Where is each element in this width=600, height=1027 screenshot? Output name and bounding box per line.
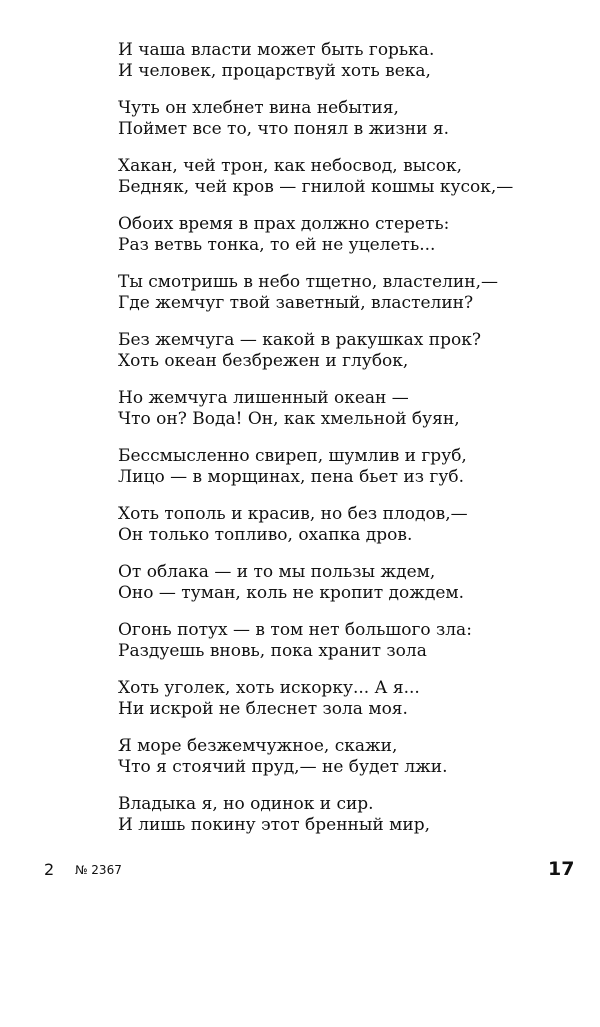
order-number: № 2367: [75, 863, 122, 877]
poem-line: Владыка я, но одинок и сир.: [118, 794, 374, 814]
stanza: [118, 98, 558, 156]
poem-line: Что я стоячий пруд,— не будет лжи.: [118, 757, 448, 777]
page-footer: [0, 860, 600, 884]
poem-line: Где жемчуг твой заветный, властелин?: [118, 293, 474, 313]
page-number: 17: [548, 858, 575, 880]
poem-line: Чуть он хлебнет вина небытия,: [118, 98, 399, 118]
stanza: [118, 794, 558, 852]
poem-line: Бедняк, чей кров — гнилой кошмы кусок,—: [118, 177, 514, 197]
stanza: [118, 678, 558, 736]
stanza: [118, 562, 558, 620]
signature-number: 2: [44, 860, 55, 879]
poem-line: Обоих время в прах должно стереть:: [118, 214, 450, 234]
poem-line: И человек, процарствуй хоть века,: [118, 61, 431, 81]
stanza: [118, 40, 558, 98]
poem-line: Раз ветвь тонка, то ей не уцелеть...: [118, 235, 436, 255]
poem-line: Лицо — в морщинах, пена бьет из губ.: [118, 467, 464, 487]
poem-line: Раздуешь вновь, пока хранит зола: [118, 641, 427, 661]
poem-line: Хакан, чей трон, как небосвод, высок,: [118, 156, 462, 176]
poem-line: И чаша власти может быть горька.: [118, 40, 435, 60]
stanza: [118, 736, 558, 794]
poem-line: Огонь потух — в том нет большого зла:: [118, 620, 472, 640]
poem-line: Оно — туман, коль не кропит дождем.: [118, 583, 465, 603]
poem-text: [118, 40, 558, 852]
poem-line: Что он? Вода! Он, как хмельной буян,: [118, 409, 460, 429]
poem-line: Хоть океан безбрежен и глубок,: [118, 351, 409, 371]
stanza: [118, 156, 558, 214]
stanza: [118, 388, 558, 446]
stanza: [118, 620, 558, 678]
poem-line: И лишь покину этот бренный мир,: [118, 815, 430, 835]
poem-line: Бессмысленно свиреп, шумлив и груб,: [118, 446, 467, 466]
poem-line: Хоть уголек, хоть искорку... А я...: [118, 678, 420, 698]
stanza: [118, 272, 558, 330]
poem-line: Ни искрой не блеснет зола моя.: [118, 699, 408, 719]
poem-line: Поймет все то, что понял в жизни я.: [118, 119, 450, 139]
poem-line: Но жемчуга лишенный океан —: [118, 388, 409, 408]
stanza: [118, 214, 558, 272]
stanza: [118, 330, 558, 388]
poem-line: От облака — и то мы пользы ждем,: [118, 562, 436, 582]
stanza: [118, 504, 558, 562]
poem-line: Без жемчуга — какой в ракушках прок?: [118, 330, 481, 350]
poem-line: Я море безжемчужное, скажи,: [118, 736, 398, 756]
poem-line: Хоть тополь и красив, но без плодов,—: [118, 504, 468, 524]
stanza: [118, 446, 558, 504]
poem-line: Ты смотришь в небо тщетно, властелин,—: [118, 272, 498, 292]
poem-line: Он только топливо, охапка дров.: [118, 525, 413, 545]
